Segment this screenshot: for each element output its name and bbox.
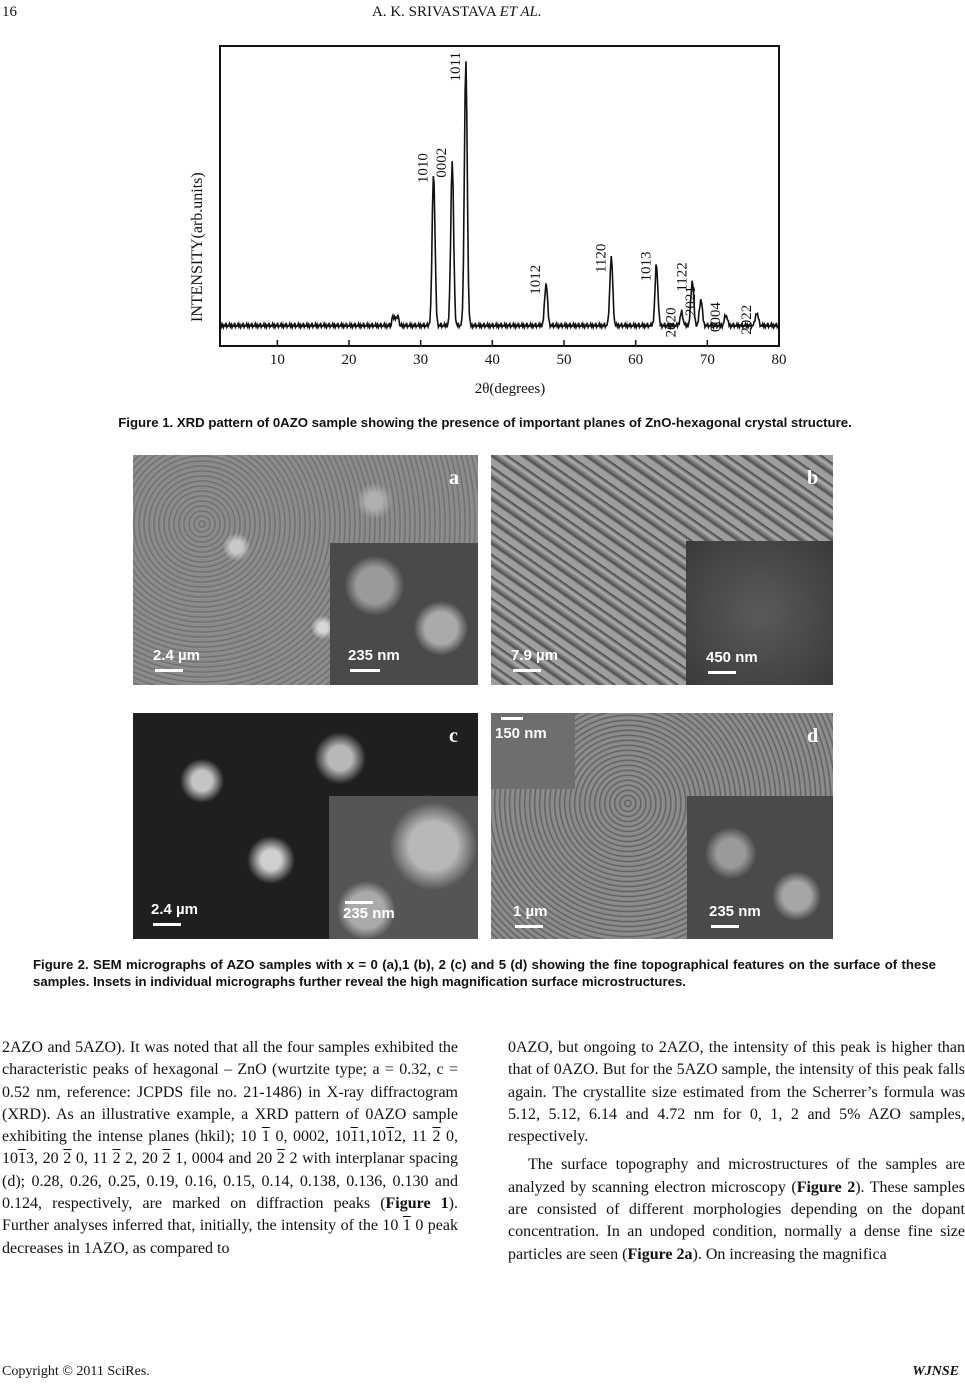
main-scale-bar-d <box>515 925 543 928</box>
peak-label: 1010 <box>415 153 432 184</box>
inset-scale-bar-b <box>708 671 736 674</box>
x-tick-label: 50 <box>556 352 572 368</box>
inset-scale-label-c: 235 nm <box>343 905 395 922</box>
figure-1-caption: Figure 1. XRD pattern of 0AZO sample showing the presence of important planes of ZnO-hexagonal crystal structure. <box>118 415 852 430</box>
page-number: 16 <box>2 4 17 20</box>
inset-scale-label-d: 235 nm <box>709 903 761 920</box>
body-right-column <box>508 1037 965 1266</box>
peak-label: 1012 <box>528 264 545 295</box>
running-head <box>372 4 542 21</box>
footer-copyright: Copyright © 2011 SciRes. <box>2 1364 150 1379</box>
peak-label: 1122 <box>674 262 691 292</box>
x-tick-label: 30 <box>413 352 429 368</box>
xrd-chart <box>180 38 787 400</box>
main-scale-bar-a <box>155 669 183 672</box>
panel-letter-b: b <box>807 467 819 489</box>
xrd-chart-svg <box>180 38 787 400</box>
sem-panel-b <box>491 455 833 685</box>
figure-2a-reference[interactable]: Figure 2a <box>627 1245 693 1263</box>
inset-scale-label-a: 235 nm <box>348 647 400 664</box>
peak-label: 0004 <box>708 302 724 333</box>
main-scale-bar-b <box>513 669 541 672</box>
peak-label: 1011 <box>447 52 464 82</box>
main-scale-label-b: 7.9 µm <box>511 647 558 664</box>
inset2-scale-bar-d <box>501 717 523 720</box>
peak-label: 1013 <box>638 251 655 282</box>
peak-label: 2021 <box>682 286 699 317</box>
footer-journal: WJNSE <box>912 1364 959 1379</box>
x-tick-label: 10 <box>269 352 285 368</box>
panel-letter-c: c <box>449 725 458 747</box>
main-scale-bar-c <box>153 923 181 926</box>
sem-panel-c <box>133 713 478 939</box>
x-axis-label: 2θ(degrees) <box>474 381 546 397</box>
peak-label: 2022 <box>738 304 755 335</box>
inset-scale-label-b: 450 nm <box>706 649 758 666</box>
y-axis-label: INTENSITY(arb.units) <box>189 172 206 322</box>
x-tick-label: 60 <box>628 352 644 368</box>
panel-letter-d: d <box>807 725 819 747</box>
body-left-column <box>2 1037 458 1260</box>
x-tick-label: 80 <box>771 352 787 368</box>
peak-label: 1120 <box>593 243 610 274</box>
x-tick-label: 20 <box>341 352 357 368</box>
inset2-scale-label-d: 150 nm <box>495 725 547 742</box>
figure-2-caption: Figure 2. SEM micrographs of AZO samples with x = 0 (a),1 (b), 2 (c) and 5 (d) showing the fine topographical features on the surface of these samples. Insets in individual micrographs further reveal the high magnification surface microstructures. <box>33 957 936 989</box>
figure-1-reference[interactable]: Figure 1 <box>385 1195 449 1213</box>
body-paragraph: The surface topography and microstructures of the samples are analyzed by scanning electron microscopy (Figure 2). These samples are consisted of different morphologies depending on the dopant concentration. In an undoped condition, normally a dense fine size particles are seen (Figure 2a). On increasing the magnifica <box>508 1156 965 1263</box>
body-paragraph: 0AZO, but ongoing to 2AZO, the intensity of this peak is higher than that of 0AZO. But for the 5AZO sample, the intensity of this peak falls again. The crystallite size estimated from the Scherrer’s formula was 5.12, 5.12, 6.14 and 4.72 nm for 0, 1, 2 and 5% AZO samples, respectively. <box>508 1039 965 1146</box>
body-paragraph: 2AZO and 5AZO). It was noted that all the four samples exhibited the characteristic peaks of hexagonal – ZnO (wurtzite type; a = 0.32, c = 0.52 nm, reference: JCPDS file no. 21-1486) in X-ray diffractogram (XRD). As an illustrative example, a XRD pattern of 0AZO sample exhibiting the intense planes (hkil); 10 1 0, 0002, 1011,1012, 11 2 0, 1013, 20 2 0, 11 2 2, 20 2 1, 0004 and 20 2 2 with interplanar spacing (d); 0.28, 0.26, 0.25, 0.19, 0.16, 0.15, 0.14, 0.138, 0.136, 0.130 and 0.124, respectively, are marked on diffraction peaks (Figure 1). Further analyses inferred that, initially, the intensity of the 10 1 0 peak decreases in 1AZO, as compared to <box>2 1039 459 1257</box>
inset-scale-bar-c <box>345 901 373 904</box>
x-tick-label: 40 <box>484 352 500 368</box>
main-scale-label-c: 2.4 µm <box>151 901 198 918</box>
panel-letter-a: a <box>449 467 459 489</box>
main-scale-label-d: 1 µm <box>513 903 548 920</box>
sem-panel-d <box>491 713 833 939</box>
figure-2-reference[interactable]: Figure 2 <box>796 1178 856 1196</box>
sem-panel-a <box>133 455 478 685</box>
inset-scale-bar-a <box>350 669 380 672</box>
x-tick-label: 70 <box>699 352 715 368</box>
running-head-et-al: ET AL. <box>499 4 542 20</box>
peak-label: 0002 <box>434 147 451 178</box>
peak-label: 2020 <box>663 307 680 338</box>
running-head-authors: A. K. SRIVASTAVA <box>372 4 496 20</box>
inset-scale-bar-d <box>711 925 739 928</box>
main-scale-label-a: 2.4 µm <box>153 647 200 664</box>
